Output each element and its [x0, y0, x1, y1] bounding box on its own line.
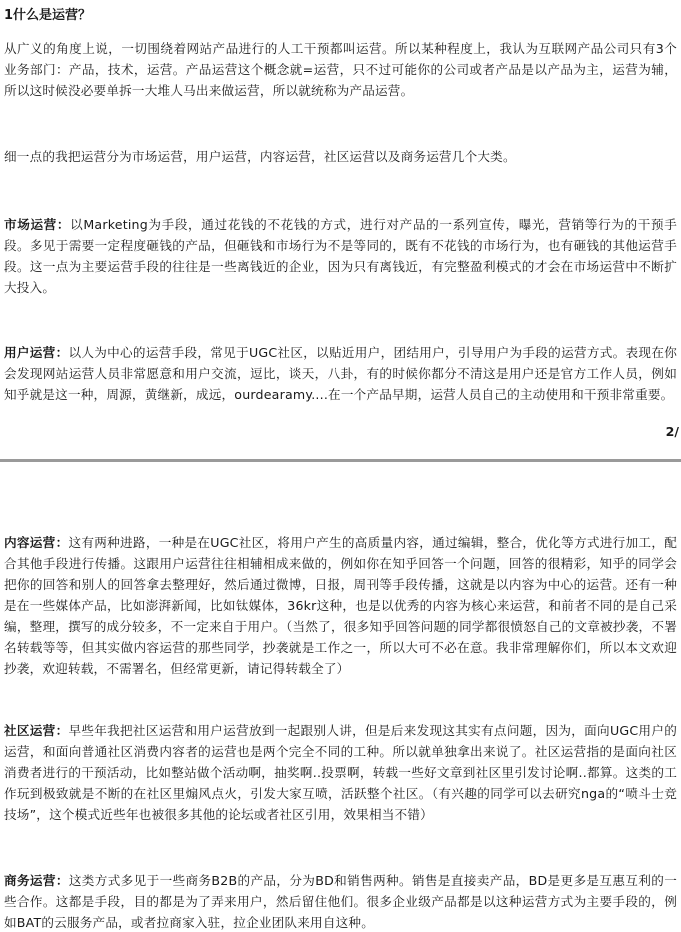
page-number: 2/	[665, 424, 679, 439]
market-operation-paragraph	[4, 214, 677, 298]
page-divider	[0, 459, 681, 462]
content-operation-text: 这有两种进路，一种是在UGC社区，将用户产生的高质量内容，通过编辑，整合，优化等方式进行加工，配合其他手段进行传播。这跟用户运营往往相辅相成来做的，例如你在知乎回答一个问题，回答的很精彩，知乎的同学会把你的回答和别人的回答拿去整理好，然后通过微博，日报，周刊等手段传播，这就是以内容为中心的运营。还有一种是在一些媒体产品，比如澎湃新闻，比如钛媒体，36kr这种，也是以优秀的内容为核心来运营，和前者不同的是自己采编，整理，撰写的成分较多，不一定来自于用户。（当然了，很多知乎回答问题的同学都很愤怒自己的文章被抄袭，不署名转载等等，但其实做内容运营的那些同学，抄袭就是工作之一，所以大可不必在意。我非常理解你们，所以本文欢迎抄袭，欢迎转载，不需署名，但经常更新，请记得转载全了）	[4, 535, 678, 676]
community-operation-paragraph	[4, 720, 677, 825]
community-operation-label: 社区运营：	[4, 723, 69, 738]
document-page-3	[0, 464, 681, 932]
section-heading: 1什么是运营？	[4, 8, 92, 23]
content-operation-label: 内容运营：	[4, 535, 69, 550]
business-operation-paragraph	[4, 870, 677, 932]
market-operation-text: 以Marketing为手段，通过花钱的不花钱的方式，进行对产品的一系列宣传，曝光，营销等行为的干预手段。多见于需要一定程度砸钱的产品，但砸钱和市场行为不是等同的，既有不花钱的市场行为，也有砸钱的其他运营手段。这一点为主要运营手段的往往是一些离钱近的企业，因为只有离钱近，有完整盈利模式的才会在市场运营中不断扩大投入。	[4, 217, 678, 295]
categories-paragraph: 细一点的我把运营分为市场运营，用户运营，内容运营，社区运营以及商务运营几个大类。	[4, 149, 516, 164]
business-operation-label: 商务运营：	[4, 873, 69, 888]
document-page-2	[0, 0, 681, 456]
user-operation-label: 用户运营：	[4, 345, 69, 360]
intro-paragraph: 从广义的角度上说，一切围绕着网站产品进行的人工干预都叫运营。所以某种程度上，我认为互联网产品公司只有3个业务部门：产品，技术，运营。产品运营这个概念就=运营，只不过可能你的公司或者产品是以产品为主，运营为辅，所以这时候没必要单拆一大堆人马出来做运营，所以就统称为产品运营。	[4, 41, 677, 98]
user-operation-paragraph	[4, 342, 677, 405]
market-operation-label: 市场运营：	[4, 217, 71, 232]
content-operation-paragraph	[4, 532, 677, 679]
business-operation-text: 这类方式多见于一些商务B2B的产品，分为BD和销售两种。销售是直接卖产品，BD是更多是互惠互利的一些合作。这都是手段，目的都是为了弄来用户，然后留住他们。很多企业级产品都是以这种运营方式为主要手段的，例如BAT的云服务产品，或者拉商家入驻，拉企业团队来用自这种。	[4, 873, 677, 930]
community-operation-text: 早些年我把社区运营和用户运营放到一起跟别人讲，但是后来发现这其实有点问题，因为，面向UGC用户的运营，和面向普通社区消费内容者的运营也是两个完全不同的工种。所以就单独拿出来说了。社区运营指的是面向社区消费者进行的干预活动，比如整站做个活动啊，抽奖啊..投票啊，转载一些好文章到社区里引发讨论啊..都算。这类的工作玩到极致就是不断的在社区里煽风点火，引发大家互喷，活跃整个社区。（有兴趣的同学可以去研究nga的“喷斗士竞技场”，这个模式近些年也被很多其他的论坛或者社区引用，效果相当不错）	[4, 723, 678, 822]
user-operation-text: 以人为中心的运营手段，常见于UGC社区，以贴近用户，团结用户，引导用户为手段的运营方式。表现在你会发现网站运营人员非常愿意和用户交流，逗比，谈天，八卦，有的时候你都分不清这是用户还是官方工作人员，例如知乎就是这一种，周源，黄继新，成远，ourdearamy....在一个产品早期，运营人员自己的主动使用和干预非常重要。	[4, 345, 678, 402]
